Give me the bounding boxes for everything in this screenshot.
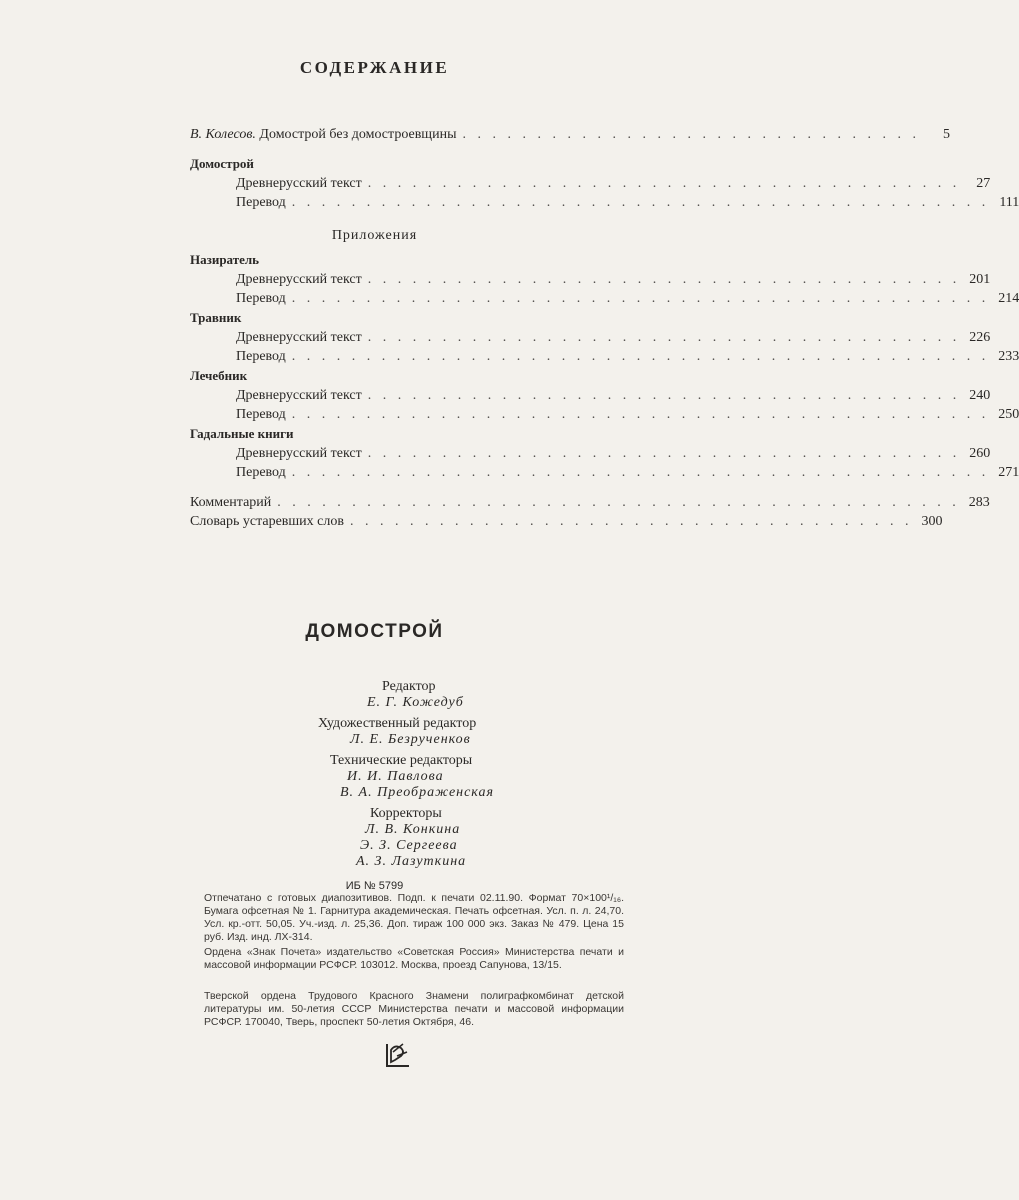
entry-label: Словарь устаревших слов: [190, 514, 344, 529]
publisher-emblem-icon: [381, 1038, 415, 1072]
printer-info: Тверской ордена Трудового Красного Знамени полиграфкомбинат детской литературы им. 50-летия СССР Министерства печати и массовой информации РСФСР. 170040, Тверь, проспект 50-летия Октября, 46.: [204, 990, 624, 1028]
toc-entry-commentary: [190, 494, 990, 512]
toc-entry: [236, 194, 1019, 212]
entry-label: Древнерусский текст: [236, 330, 362, 345]
toc-entry: [236, 290, 1019, 308]
leader-dots: . . . . . . . . . . . . . . . . . . . . . . . . . . . . . . . . . . . . . . . . . . . . . . .: [291, 407, 990, 422]
leader-dots: . . . . . . . . . . . . . . . . . . . . . . . . . . . . . . . . . . . . . . . . . . . . . . .: [291, 291, 990, 306]
page-number: 111: [999, 195, 1019, 210]
toc-entry-glossary: [190, 513, 943, 531]
toc-entry: [236, 348, 1019, 366]
credit-name: А. З. Лазуткина: [356, 854, 467, 869]
entry-label: Перевод: [236, 291, 286, 306]
entry-label: Древнерусский текст: [236, 176, 362, 191]
page-number: 250: [998, 407, 1019, 422]
appendix-heading: Приложения: [331, 228, 418, 243]
credit-role: Редактор: [382, 679, 436, 694]
leader-dots: . . . . . . . . . . . . . . . . . . . . . . . . . . . . . . . . . . . . . .: [349, 514, 913, 529]
entry-label: Древнерусский текст: [236, 388, 362, 403]
page-number: 214: [998, 291, 1019, 306]
leader-dots: . . . . . . . . . . . . . . . . . . . . . . . . . . . . . . . . . . . . . . . .: [367, 330, 961, 345]
section-title: Гадальные книги: [190, 426, 294, 441]
section-title-domostroy: Домострой: [190, 156, 254, 171]
book-title: ДОМОСТРОЙ: [305, 621, 444, 642]
page-number: 226: [969, 330, 991, 345]
leader-dots: . . . . . . . . . . . . . . . . . . . . . . . . . . . . . . .: [462, 127, 920, 142]
intro-author: В. Колесов.: [190, 127, 256, 142]
entry-label: Перевод: [236, 407, 286, 422]
toc-entry: [236, 271, 991, 289]
page-number: 271: [998, 465, 1019, 480]
toc-entry: [236, 464, 1019, 482]
credit-name: Л. Е. Безрученков: [350, 732, 471, 747]
page-number: 283: [968, 495, 990, 510]
entry-label: Древнерусский текст: [236, 446, 362, 461]
credit-role: Художественный редактор: [318, 716, 477, 731]
leader-dots: . . . . . . . . . . . . . . . . . . . . . . . . . . . . . . . . . . . . . . . .: [367, 446, 961, 461]
page-number: 233: [998, 349, 1019, 364]
leader-dots: . . . . . . . . . . . . . . . . . . . . . . . . . . . . . . . . . . . . . . . . . . . . . . .: [291, 465, 990, 480]
entry-label: Перевод: [236, 195, 286, 210]
page-number: 240: [969, 388, 991, 403]
ib-number: ИБ № 5799: [345, 880, 404, 892]
section-title: Лечебник: [190, 368, 248, 383]
publisher-info: Ордена «Знак Почета» издательство «Советская Россия» Министерства печати и массовой информации РСФСР. 103012. Москва, проезд Сапунова, 13/15.: [204, 946, 624, 971]
toc-entry: [236, 175, 991, 193]
leader-dots: . . . . . . . . . . . . . . . . . . . . . . . . . . . . . . . . . . . . . . . .: [367, 176, 961, 191]
entry-label: Перевод: [236, 465, 286, 480]
entry-label: Древнерусский текст: [236, 272, 362, 287]
credit-name: Е. Г. Кожедуб: [367, 695, 464, 710]
credit-role: Технические редакторы: [330, 753, 473, 768]
leader-dots: . . . . . . . . . . . . . . . . . . . . . . . . . . . . . . . . . . . . . . . .: [367, 272, 961, 287]
page-number: 201: [969, 272, 991, 287]
page-number: 260: [969, 446, 991, 461]
credit-name: И. И. Павлова: [347, 769, 444, 784]
entry-label: Перевод: [236, 349, 286, 364]
leader-dots: . . . . . . . . . . . . . . . . . . . . . . . . . . . . . . . . . . . . . . . . . . . . . . .: [291, 195, 990, 210]
print-info: Отпечатано с готовых диапозитивов. Подп. к печати 02.11.90. Формат 70×100¹/₁₆. Бумага офсетная № 1. Гарнитура академическая. Печать офсетная. Усл. п. л. 24,70. Усл. кр.-отт. 50,05. Уч.-изд. л. 25,36. Доп. тираж 100 000 экз. Заказ № 479. Цена 15 руб. Изд. инд. ЛХ-314.: [204, 892, 624, 943]
section-title: Травник: [190, 310, 242, 325]
toc-entry: [236, 406, 1019, 424]
leader-dots: . . . . . . . . . . . . . . . . . . . . . . . . . . . . . . . . . . . . . . . . . . . . . .: [277, 495, 960, 510]
leader-dots: . . . . . . . . . . . . . . . . . . . . . . . . . . . . . . . . . . . . . . . . . . . . . . .: [291, 349, 990, 364]
toc-entry: [236, 387, 991, 405]
page-number: 27: [976, 176, 991, 191]
toc-entry-intro: [190, 126, 950, 144]
credit-name: В. А. Преображенская: [340, 785, 495, 800]
credit-name: Э. З. Сергеева: [360, 838, 458, 853]
toc-entry: [236, 329, 991, 347]
section-title: Назиратель: [190, 252, 260, 267]
page-number: 5: [942, 127, 950, 142]
credit-role: Корректоры: [370, 806, 442, 821]
credit-name: Л. В. Конкина: [365, 822, 461, 837]
leader-dots: . . . . . . . . . . . . . . . . . . . . . . . . . . . . . . . . . . . . . . . .: [367, 388, 961, 403]
toc-title: СОДЕРЖАНИЕ: [299, 58, 450, 77]
entry-label: Комментарий: [190, 495, 272, 510]
page-number: 300: [921, 514, 943, 529]
toc-entry: [236, 445, 991, 463]
intro-text: Домострой без домостроевщины: [259, 127, 457, 142]
